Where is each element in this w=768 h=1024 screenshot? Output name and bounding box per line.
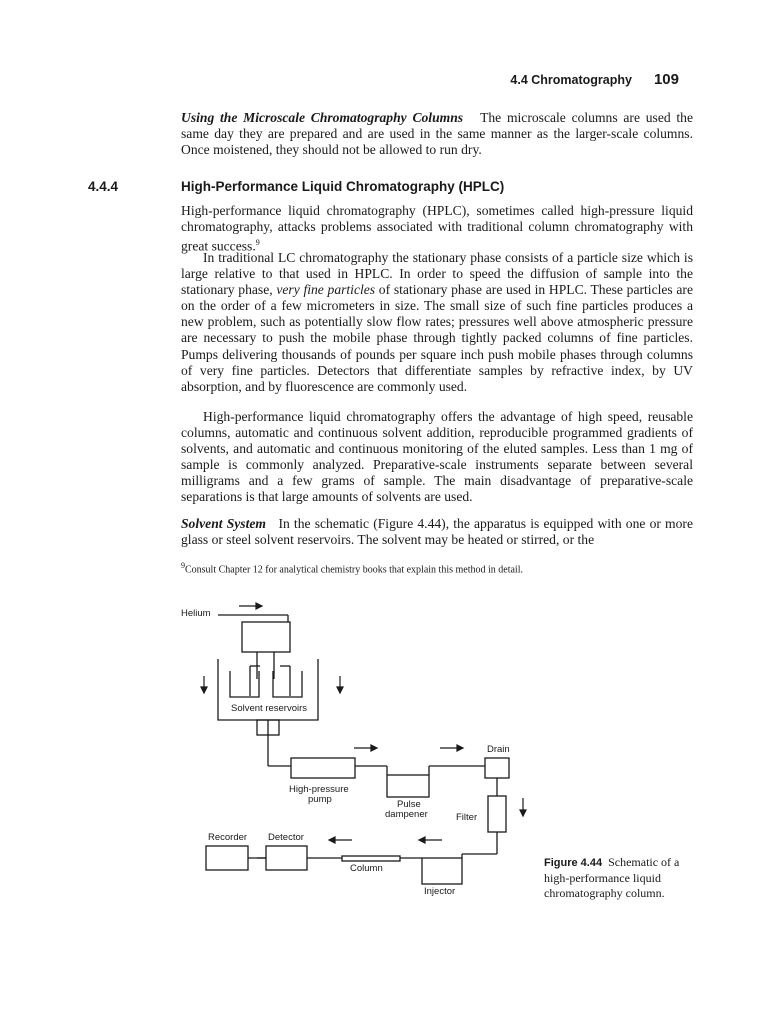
injector-box — [422, 858, 462, 884]
p4-text: In the schematic (Figure 4.44), the apparatus is equipped with one or more glass or steel solvent reservoirs. The solvent may be heated or stirred, or the — [181, 516, 693, 548]
paragraph-1 — [181, 203, 693, 255]
recorder-box — [206, 846, 248, 870]
section-number: 4.4.4 — [88, 179, 119, 194]
down-arrow-right-head — [337, 687, 343, 693]
section-title: High-Performance Liquid Chromatography (HPLC) — [181, 179, 505, 194]
paragraph-4 — [181, 516, 693, 548]
label-solvent-reservoirs: Solvent reservoirs — [231, 703, 308, 714]
label-drain: Drain — [487, 744, 510, 755]
filter-box — [488, 796, 506, 832]
intro-text: The microscale columns are used the same day they are prepared and are used in the same manner as the larger-scale columns. Once moistened, they should not be allowed to run dry. — [181, 110, 694, 158]
footnote-ref: 9 — [255, 238, 260, 248]
intro-paragraph — [181, 110, 693, 158]
footnote — [181, 561, 693, 575]
solvent-reservoir-right — [273, 671, 302, 697]
intro-runin-heading: Using the Microscale Chromatography Columns — [181, 110, 464, 125]
label-column: Column — [350, 863, 383, 874]
pump-box — [291, 758, 355, 778]
page-number: 109 — [653, 71, 679, 88]
figure-number: Figure 4.44 — [544, 857, 603, 869]
flow-arrow-1-head — [371, 745, 377, 751]
detector-box — [266, 846, 307, 870]
p2-after: of stationary phase are used in HPLC. These particles are on the order of a few micrometers in size. The small size of such fine particles produces a new problem, such as potentially slow flow rates; pressures well above atmospheric pressure are necessary to push the mobile phase through tightly packed columns of fine particles. Pumps delivering thousands of pounds per square inch push mobile phases through columns of very fine particles. Detectors that differentiate samples by refractive index, by UV absorption, and by fluorescence are commonly used. — [181, 282, 693, 394]
return-arrow-1-head — [419, 837, 425, 843]
flow-arrow-2-head — [457, 745, 463, 751]
p4-runin-heading: Solvent System — [181, 516, 266, 531]
label-helium: Helium — [181, 608, 211, 619]
filter-down-arrow-head — [520, 810, 526, 816]
p2-italic: very fine particles — [276, 282, 376, 298]
label-recorder: Recorder — [208, 832, 248, 843]
down-arrow-left-head — [201, 687, 207, 693]
label-pump-2: pump — [308, 794, 332, 805]
footnote-mark: 9 — [181, 561, 185, 570]
column-tube — [342, 856, 400, 861]
label-pulse-2: dampener — [385, 809, 428, 820]
label-filter: Filter — [456, 812, 478, 823]
label-pump-1: High-pressure — [289, 784, 349, 795]
figure-caption — [544, 855, 704, 901]
footnote-text: Consult Chapter 12 for analytical chemistry books that explain this method in detail. — [185, 564, 523, 576]
solvent-reservoir-left — [230, 671, 259, 697]
label-pulse-1: Pulse — [397, 799, 421, 810]
drain-valve-box — [485, 758, 509, 778]
return-arrow-2-head — [329, 837, 335, 843]
p2-before: In traditional LC chromatography the stationary phase consists of a particle size which is large relative to that used in HPLC. In order to speed the diffusion of sample into the stationary phase, — [181, 250, 693, 298]
label-detector: Detector — [268, 832, 304, 843]
label-injector: Injector — [424, 886, 456, 897]
helium-arrow-head — [256, 603, 262, 609]
figure-caption-text: Schematic of a high-performance liquid chromatography column. — [544, 855, 680, 900]
degasser-box — [242, 622, 290, 652]
header-section: 4.4 Chromatography — [510, 73, 632, 87]
p1-text: High-performance liquid chromatography (HPLC), sometimes called high-pressure liquid chromatography, attacks problems associated with traditional column chromatography with great success. — [181, 203, 693, 254]
paragraph-2 — [181, 250, 693, 395]
pulse-dampener-box — [387, 775, 429, 797]
running-header — [180, 71, 679, 88]
hplc-schematic — [170, 588, 540, 918]
paragraph-3 — [181, 409, 693, 506]
p3-text: High-performance liquid chromatography offers the advantage of high speed, reusable columns, automatic and continuous solvent addition, reproducible programmed gradients of solvents, and automatic and continuous monitoring of the eluted samples. Less than 1 mg of sample is commonly analyzed. Preparative-scale instruments separate between several milligrams and a few grams of sample. The main disadvantage of preparative-scale separations is that large amounts of solvents are used. — [181, 409, 693, 505]
